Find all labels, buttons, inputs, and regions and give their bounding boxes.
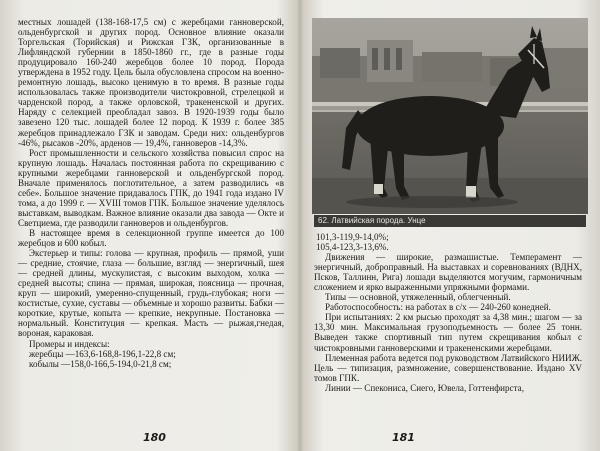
formula-line: 101,3-119,9-14,0%;: [316, 232, 389, 242]
paragraph: Рост промышленности и сельского хозяйства повысил спрос на крупную лошадь. Началась постоянная работа по скрещиванию с крупными жеребцами ганноверской и ольденбургской пород. Вначале применялось поглотительное, а затем разводились «в себе». Большое значение придавалось ГПК, до 1941 года издано IV тома, а до 1999 г. — XVIII томов ГПК. Большое значение уделялось выставкам, выводкам. Важное влияние оказали два завода — Окте и Светциема, где разводили ганноверов и ольденбургов.: [18, 147, 284, 228]
paragraph: местных лошадей (138-168-17,5 см) с жеребцами ганноверской, ольденбургской и других пород. Основное влияние оказали Торгельская (Торийская) и Рижская ГЗК, организованные в Лифляндской губернии в 1850-1860 гг., где в разные годы продуцировало 160-240 жеребцов более 10 пород. Порода утверждена в 1952 году. Цель была обусловлена спросом на военно-ремонтную лошадь, высоко ценимую в то время. В разные годы использовалась также производители чистокровной, стрелецкой и чарденской пород, а также орловской, тракененской и других. Наряду с селекцией преобладал завоз. В 1920-1939 годы было завезено 120 тыс. лошадей более 12 пород. К 1939 г. более 385 жеребцов принадлежало ГЗК и заводам. Среди них: ольденбургов -46%, рысаков -20%, арденов — 19,4%, ганноверов -14,3%.: [18, 17, 284, 148]
left-text-column: [18, 17, 284, 369]
paragraph: Племенная работа ведется под руководством Латвийского НИИЖ. Цель — типизация, размножение, совершенствование. Издано XV томов ГПК.: [314, 352, 582, 383]
paragraph: Экстерьер и типы: голова — крупная, профиль — прямой, уши — средние, стоячие, глаза — большие, взгляд — энергичный, шея — средней длины, мускулистая, с высоким выходом, холка — средней высоты; спина — прямая, широкая, поясница — прочная, круп — широкий, умеренно-спущенный, грудь-глубокая; ноги — костистые, сухие, суставы — объемные и хорошо развиты. Бабки — короткие, крутые, копыта — крепкие, некрупные. Постановка — нормальный. Конституция — крепкая. Масть — рыжая,гнедая, вороная, караковая.: [18, 248, 284, 339]
paragraph: В настоящее время в селекционной группе имеется до 100 жеребцов и 600 кобыл.: [18, 227, 284, 249]
right-page: [300, 0, 600, 451]
paragraph: Движения — широкие, размашистые. Темперамент — энергичный, доброправный. На выставках и соревнованиях (ВДНХ, Псков, Таллинн, Рига) лошади выделяются могучим, гармоничным сложением и ярко выраженными упряжными формами.: [314, 252, 582, 293]
examples-heading: Промеры и индексы:: [29, 338, 110, 349]
horse-photo-image: [312, 18, 588, 214]
example-line: кобылы —158,0-166,5-194,0-21,8 см;: [29, 358, 172, 369]
formula-line: 105,4-123,3-13,6%.: [316, 242, 389, 253]
horse-photo: [312, 18, 588, 214]
page-number: 180: [143, 431, 166, 444]
paragraph: Линии — Спекониса, Сиего, Ювела, Готтенфирста,: [325, 382, 524, 393]
photo-caption: 62. Латвийская порода. Унце: [314, 215, 586, 227]
page-number: 181: [392, 431, 415, 444]
paragraph: Работоспособность: на работах в с/х — 240-260 конедней.: [325, 302, 551, 313]
paragraph: При испытаниях: 2 км рысью проходят за 4,38 мин.; шагом — за 13,30 мин. Максимальная грузоподъемность — более 25 тонн. Выведен также спортивный тип путем скрещивания кобыл с чистокровными ганноверскими и тракененскими жеребцами.: [314, 312, 582, 353]
example-line: жеребцы —163,6-168,8-196,1-22,8 см;: [29, 348, 176, 359]
paragraph: Типы — основной, утяжеленный, облегченный.: [325, 292, 511, 303]
right-text-column: [314, 232, 582, 393]
